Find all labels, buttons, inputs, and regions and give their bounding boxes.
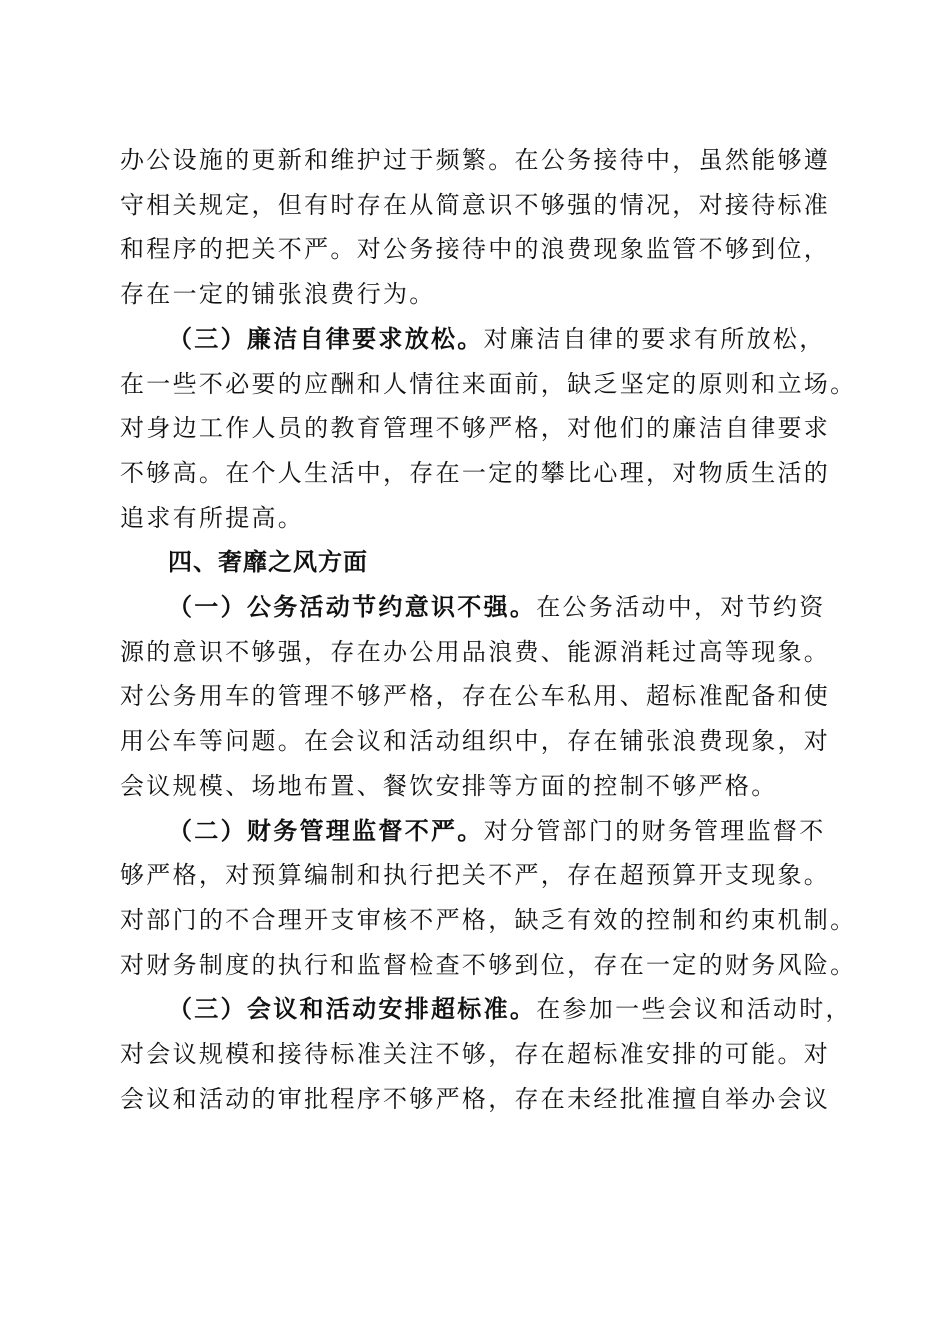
line-text: 在一些不必要的应酬和人情往来面前，缺乏坚定的原则和立场。 <box>120 369 857 398</box>
text-line <box>120 860 830 890</box>
line-text: 在参加一些会议和活动时， <box>536 995 852 1024</box>
line-text: 够严格，对预算编制和执行把关不严，存在超预算开支现象。 <box>120 861 831 890</box>
line-text: 不够高。在个人生活中，存在一定的攀比心理，对物质生活的 <box>120 458 831 487</box>
line-text: 守相关规定，但有时存在从简意识不够强的情况，对接待标准 <box>120 190 831 219</box>
paragraph-lead: （三）会议和活动安排超标准。 <box>168 994 537 1024</box>
text-line <box>120 145 830 175</box>
paragraph-lead: （一）公务活动节约意识不强。 <box>168 592 537 621</box>
line-text: 和程序的把关不严。对公务接待中的浪费现象监管不够到位， <box>120 235 831 264</box>
line-text: 对会议规模和接待标准关注不够，存在超标准安排的可能。对 <box>120 1040 831 1068</box>
text-line <box>120 726 830 756</box>
text-line <box>168 324 826 354</box>
text-line <box>120 771 778 801</box>
line-text: 用公车等问题。在会议和活动组织中，存在铺张浪费现象，对 <box>120 727 831 756</box>
line-text: 存在一定的铺张浪费行为。 <box>120 280 436 309</box>
line-text: 四、奢靡之风方面 <box>168 548 368 577</box>
text-line <box>120 413 830 443</box>
line-text: 追求有所提高。 <box>120 503 305 532</box>
line-text: 对身边工作人员的教育管理不够严格，对他们的廉洁自律要求 <box>120 414 831 443</box>
paragraph-lead: （三）廉洁自律要求放松。 <box>168 323 484 353</box>
text-line <box>120 905 856 935</box>
line-text: 对部门的不合理开支审核不严格，缺乏有效的控制和约束机制。 <box>120 905 857 934</box>
text-line <box>120 1084 830 1114</box>
text-line <box>168 816 826 846</box>
line-text: 在公务活动中，对节约资 <box>536 593 826 621</box>
line-text: 源的意识不够强，存在办公用品浪费、能源消耗过高等现象。 <box>120 637 831 666</box>
text-line <box>168 994 852 1024</box>
text-line <box>120 369 856 399</box>
line-text: 对廉洁自律的要求有所放松， <box>483 324 826 353</box>
text-line <box>120 190 830 220</box>
text-line <box>120 637 830 667</box>
line-text: 对分管部门的财务管理监督不 <box>483 816 826 845</box>
line-text: 会议规模、场地布置、餐饮安排等方面的控制不够严格。 <box>120 771 778 800</box>
line-text: 会议和活动的审批程序不够严格，存在未经批准擅自举办会议 <box>120 1084 831 1113</box>
line-text: 对财务制度的执行和监督检查不够到位，存在一定的财务风险。 <box>120 950 857 979</box>
line-text: 办公设施的更新和维护过于频繁。在公务接待中，虽然能够遵 <box>120 146 831 174</box>
text-line <box>120 279 436 309</box>
text-line <box>120 950 856 980</box>
line-text: 对公务用车的管理不够严格，存在公车私用、超标准配备和使 <box>120 682 831 711</box>
text-line <box>120 234 830 264</box>
text-line <box>120 458 830 488</box>
text-line <box>120 681 830 711</box>
paragraph-lead: （二）财务管理监督不严。 <box>168 815 484 845</box>
text-line <box>168 592 826 622</box>
text-line <box>120 1039 830 1069</box>
section-heading <box>168 547 368 577</box>
text-line <box>120 503 304 533</box>
